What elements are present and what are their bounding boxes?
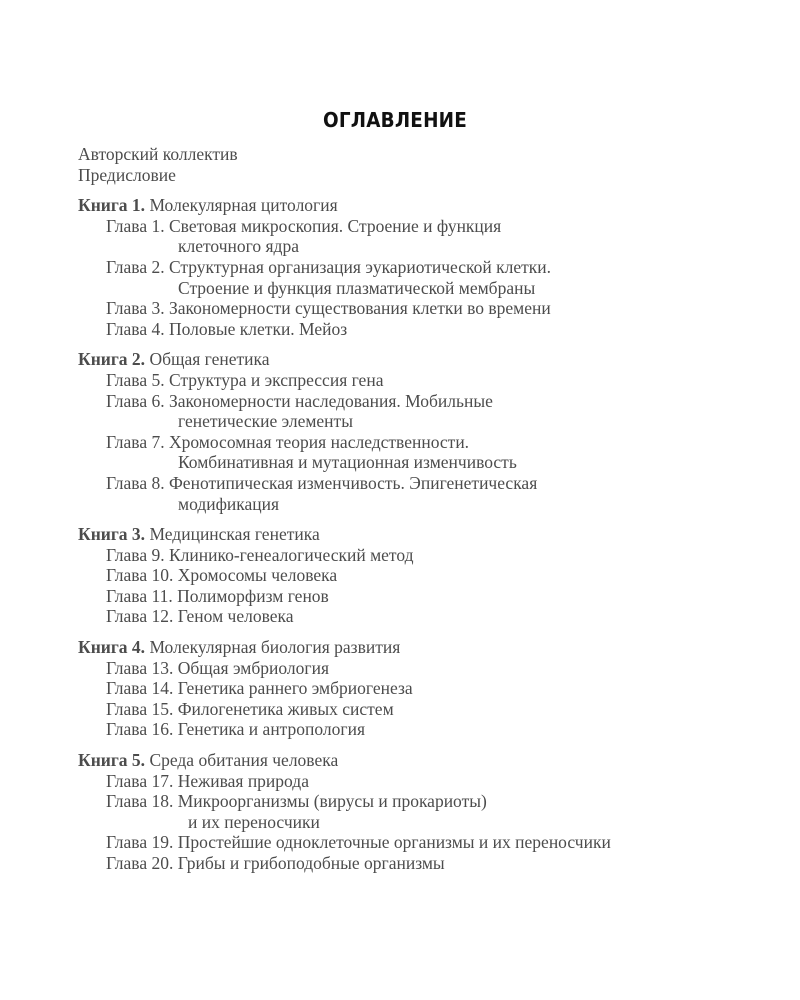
toc-chapter <box>78 545 778 566</box>
chapter-title: Структура и экспрессия гена <box>168 369 384 390</box>
chapter-title-continuation: клеточного ядра <box>178 236 299 257</box>
chapter-title-continuation: и их переносчики <box>188 811 320 832</box>
book-name: Молекулярная биология развития <box>149 637 401 658</box>
chapter-title: Неживая природа <box>177 770 309 791</box>
book-name: Молекулярная цитология <box>149 195 338 216</box>
toc-chapter <box>78 791 778 812</box>
chapter-title: Световая микроскопия. Строение и функция <box>168 215 502 236</box>
chapter-title: Клинико-генеалогический метод <box>168 544 414 565</box>
chapter-title: Структурная организация эукариотической клетки. <box>168 256 551 277</box>
chapter-label: Глава 10. <box>106 565 174 586</box>
toc-chapter <box>78 216 778 237</box>
chapter-label: Глава 1. <box>106 215 165 236</box>
chapter-label: Глава 16. <box>106 719 174 740</box>
toc-intro-authors: Авторский коллектив <box>78 144 238 164</box>
chapter-title: Филогенетика живых систем <box>177 698 394 719</box>
chapter-title: Фенотипическая изменчивость. Эпигенетическая <box>168 472 538 493</box>
book-name: Общая генетика <box>149 349 270 370</box>
table-of-contents <box>78 144 778 874</box>
book-label: Книга 5. <box>78 750 146 771</box>
book-heading <box>78 524 778 545</box>
chapter-title: Простейшие одноклеточные организмы и их переносчики <box>177 832 611 853</box>
toc-chapter <box>78 565 778 586</box>
toc-chapter <box>78 832 778 853</box>
chapter-title: Генетика раннего эмбриогенеза <box>177 678 413 699</box>
chapter-label: Глава 13. <box>106 657 174 678</box>
toc-book <box>78 195 778 339</box>
book-heading <box>78 195 778 216</box>
chapter-title: Полиморфизм генов <box>177 585 329 606</box>
toc-chapter <box>78 586 778 607</box>
book-label: Книга 2. <box>78 349 146 370</box>
toc-chapter <box>78 771 778 792</box>
book-label: Книга 3. <box>78 524 146 545</box>
chapter-title: Половые клетки. Мейоз <box>168 318 348 339</box>
book-heading <box>78 750 778 771</box>
toc-chapter <box>78 432 778 453</box>
chapter-title: Грибы и грибоподобные организмы <box>177 853 445 873</box>
toc-chapter <box>78 678 778 699</box>
chapter-label: Глава 4. <box>106 318 165 339</box>
chapter-label: Глава 7. <box>106 431 165 452</box>
toc-chapter <box>78 298 778 319</box>
toc-chapter <box>78 658 778 679</box>
chapter-title: Общая эмбриология <box>177 657 329 678</box>
toc-chapter <box>78 257 778 278</box>
page-title: ОГЛАВЛЕНИЕ <box>323 108 467 132</box>
chapter-title: Микроорганизмы (вирусы и прокариоты) <box>177 791 487 812</box>
book-name: Медицинская генетика <box>149 524 320 545</box>
chapter-label: Глава 14. <box>106 678 174 699</box>
chapter-title-continuation: генетические элементы <box>178 411 353 432</box>
toc-book <box>78 524 778 627</box>
chapter-label: Глава 6. <box>106 390 165 411</box>
chapter-label: Глава 17. <box>106 770 174 791</box>
chapter-title: Генетика и антропология <box>177 719 366 740</box>
toc-book <box>78 637 778 740</box>
toc-chapter <box>78 319 778 340</box>
toc-book <box>78 750 778 874</box>
book-name: Среда обитания человека <box>149 750 339 771</box>
chapter-title: Хромосомы человека <box>177 565 338 586</box>
chapter-title-continuation: Комбинативная и мутационная изменчивость <box>178 452 517 473</box>
chapter-label: Глава 3. <box>106 298 165 319</box>
chapter-label: Глава 11. <box>106 585 173 606</box>
chapter-title-continuation: модификация <box>178 493 280 514</box>
chapter-title: Геном человека <box>177 606 294 627</box>
chapter-label: Глава 8. <box>106 472 165 493</box>
chapter-label: Глава 15. <box>106 698 174 719</box>
toc-chapter <box>78 699 778 720</box>
chapter-label: Глава 19. <box>106 832 174 853</box>
book-label: Книга 1. <box>78 195 146 216</box>
toc-chapter <box>78 606 778 627</box>
chapter-label: Глава 12. <box>106 606 174 627</box>
chapter-label: Глава 2. <box>106 256 165 277</box>
toc-chapter <box>78 370 778 391</box>
book-label: Книга 4. <box>78 637 146 658</box>
chapter-label: Глава 18. <box>106 791 174 812</box>
toc-chapter <box>78 719 778 740</box>
toc-chapter <box>78 473 778 494</box>
book-heading <box>78 637 778 658</box>
chapter-label: Глава 9. <box>106 544 165 565</box>
chapter-title: Закономерности наследования. Мобильные <box>168 390 493 411</box>
book-heading <box>78 349 778 370</box>
chapter-label: Глава 5. <box>106 369 165 390</box>
chapter-label: Глава 20. <box>106 853 174 873</box>
chapter-title: Закономерности существования клетки во времени <box>168 298 551 319</box>
toc-book <box>78 349 778 514</box>
chapter-title: Хромосомная теория наследственности. <box>168 431 470 452</box>
toc-intro-preface: Предисловие <box>78 164 176 185</box>
toc-chapter <box>78 853 778 874</box>
chapter-title-continuation: Строение и функция плазматической мембраны <box>178 277 536 298</box>
toc-chapter <box>78 391 778 412</box>
